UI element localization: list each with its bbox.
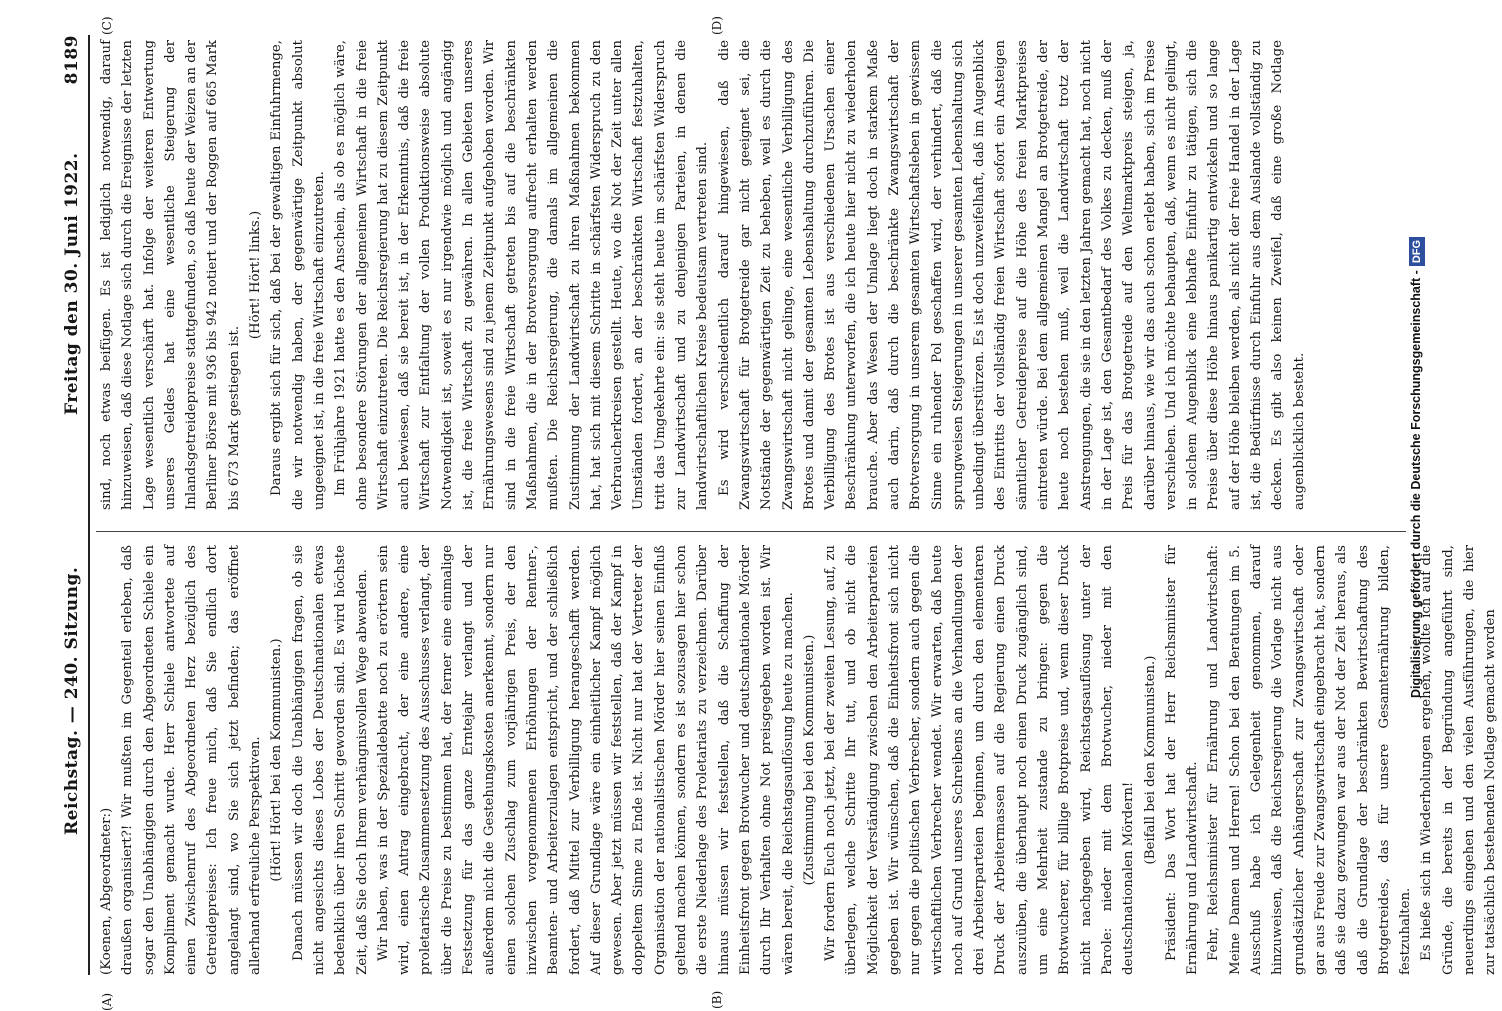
paragraph: Danach müssen wir doch die Unabhängigen fragen, ob sie nicht angesichts dieses Lobes der Deutschnationalen etwas bedenklich über ihren Schritt geworden sind. Es wird höchste Zeit, daß Sie doch Ihrem verhängnisvollen Wege abwenden. (290, 545, 370, 975)
interjection: (Hört! Hört! links.) (248, 210, 264, 340)
paragraph: Wir fordern Euch noch jetzt, bei der zweiten Lesung, auf, zu überlegen, welche Schritte Ihr tut, und ob nicht die Möglichkeit der Verständigung zwischen den Arbeiterparteien gegeben ist. Wir wünschen, daß die Einheitsfront sich nicht nur gegen die politischen Verbrecher, sondern auch gegen die wirtschaftlichen Verbrecher wendet. Wir erwarten, daß heute noch auf Grund unseres Schreibens an die Verhandlungen der drei Arbeiterparteien beginnen, um durch den elementaren Druck der Arbeitermassen auf die Regierung einen Druck auszuüben, die überhaupt noch einen Druck zugänglich sind, um eine Mehrheit zustande zu bringen: gegen die Brotwucherer, für billige Brotpreise und, wenn dieser Druck nicht nachgegeben wird, Reichstagsauflösung unter der Parole: nieder mit dem Brotwucher, nieder mit den deutschnationalen Mördern! (823, 545, 1137, 975)
margin-mark-c: (C) (100, 16, 114, 35)
scanned-page (50, 15, 1499, 1011)
column-divider (96, 531, 1406, 532)
left-column (96, 545, 1499, 975)
margin-mark-a: (A) (100, 992, 114, 1011)
interjection: (Beifall bei den Kommunisten.) (1142, 655, 1158, 865)
header-left: Reichstag. — 240. Sitzung. (62, 566, 82, 835)
header-rule (88, 35, 90, 975)
speaker-continuation: (Koenen, Abgeordneter:) (99, 807, 114, 975)
stamp-text: Digitalisierung gefördert durch die Deutsche Forschungsgemeinschaft - (1409, 270, 1423, 698)
minister-speech: Fehr, Reichsminister für Ernährung und Landwirtschaft: Meine Damen und Herren! Schon bei den Beratungen im 5. Ausschuß habe ich Gelegenheit genommen, darauf hinzuweisen, daß die Reichsregierung die Vorlage nicht aus grundsätzlicher Anhängerschaft zur Zwangswirtschaft oder gar aus Freude zur Zwangswirtschaft eingebracht hat, sondern daß sie dazu gezwungen war aus der Not der Zeit heraus, als daß die Grundlage der beschränkten Bewirtschaftung des Brotgetreides, das für unsere Gesamternährung bilden, festzuhalten. (1206, 545, 1414, 975)
paragraph: Im Frühjahre 1921 hatte es den Anschein, als ob es möglich wäre, ohne besondere Störungen der allgemeinen Wirtschaft in die freie Wirtschaft einzutreten. Die Reichsregierung hat zu diesem Zeitpunkt auch bewiesen, daß sie bereit ist, in der Erkenntnis, daß die freie Wirtschaft zur Entfaltung der vollen Produktionsweise absolute Notwendigkeit ist, soweit es nur irgendwie möglich und angängig ist, die freie Wirtschaft zu gewähren. In allen Gebieten unseres Ernährungswesens sind zu jenem Zeitpunkt aufgehoben worden. Wir sind in die freie Wirtschaft getreten bis auf die beschränkten Maßnahmen, die in der Brotversorgung aufrecht erhalten werden mußten. Die Reichsregierung, die damals im allgemeinen die Zustimmung der Landwirtschaft zu ihren Maßnahmen bekommen hat, hat sich mit diesem Schritte in schärfsten Widerspruch zu den Verbraucherkreisen gestellt. Heute, wo die Not der Zeit unter allen Umständen fordert, an der beschränkten Wirtschaft festzuhalten, tritt das Umgekehrte ein: sie steht heute im schärfsten Widerspruch zur Landwirtschaft und zu denjenigen Parteien, in denen die landwirtschaftlichen Kreise bedeutsam vertreten sind. (333, 40, 711, 510)
president-statement: Präsident: Das Wort hat der Herr Reichsminister für Ernährung und Landwirtschaft. (1163, 545, 1201, 975)
interjection: (Hört! Hört! bei den Kommunisten.) (269, 638, 285, 882)
paragraph: Es wird verschiedentlich darauf hingewiesen, daß die Zwangswirtschaft für Brotgetreide gar nicht geeignet sei, die Notstände der gegenwärtigen Zeit zu beheben, weil es durch die Zwangswirtschaft nicht gelinge, eine wesentliche Verbilligung des Brotes und damit der gesamten Lebenshaltung durchzuführen. Die Verbilligung des Brotes ist aus verschiedenen Ursachen einer Beschränkung unterworfen, die ich heute hier nicht zu wiederholen brauche. Aber das Wesen der Umlage liegt doch in starkem Maße auch darin, daß durch die beschränkte Zwangswirtschaft der Brotversorgung in unserem gesamten Wirtschaftsleben in gewissem Sinne ein ruhender Pol geschaffen wird, der verhindert, daß die sprungweisen Steigerungen in unserer gesamten Lebenshaltung sich unbedingt überstürzen. Es ist doch unzweifelhaft, daß im Augenblick des Eintritts der vollständig freien Wirtschaft sofort ein Ansteigen sämtlicher Getreidepreise auf die Höhe des freien Marktpreises eintreten würde. Bei dem allgemeinen Mangel an Brotgetreide, der heute noch bestehen muß, weil die Landwirtschaft trotz der Anstrengungen, die sie in den letzten Jahren gemacht hat, noch nicht in der Lage ist, den Gesamtbedarf des Volkes zu decken, muß der Preis für das Brotgetreide auf den Weltmarktpreis steigen, ja, darüber hinaus, wie wir das auch schon erlebt haben, sich im Preise verschieben. Und ich möchte behaupten, daß, wenn es nicht gelingt, in solchem Augenblick eine lebhafte Einfuhr zu tätigen, sich die Preise über diese Höhe hinaus panikartig entwickeln und so lange auf der Höhe bleiben werden, als nicht der freie Handel in der Lage ist, die Bedürfnisse durch Einfuhr aus dem Auslande vollständig zu decken. Es gibt also keinen Zweifel, daß eine große Notlage augenblicklich besteht. (716, 40, 1307, 510)
paragraph: Wir haben, was in der Spezialdebatte noch zu erörtern sein wird, einen Antrag eingebracht, der eine andere, eine proletarische Zusammensetzung des Ausschusses verlangt, der über die Preise zu bestimmen hat, der ferner eine einmalige Festsetzung für das ganze Erntejahr verlangt und der außerdem nicht die Gestehungskosten anerkennt, sondern nur einen solchen Zuschlag zum vorjährigen Preis, der den inzwischen vorgenommenen Erhöhungen der Rentner-, Beamten- und Arbeiterzulagen entspricht, und der schließlich fordert, daß Mittel zur Verbilligung herangeschafft werden. Auf dieser Grundlage wäre ein einheitlicher Kampf möglich gewesen. Aber jetzt müssen wir feststellen, daß der Kampf in doppeltem Sinne zu Ende ist. Nicht nur hat der Vertreter der Organisation der nationalistischen Mörder hier seinen Einfluß geltend machen können, sondern es ist sozusagen hier schon die erste Niederlage des Proletariats zu verzeichnen. Darüber hinaus müssen wir feststellen, daß die Schaffung der Einheitsfront gegen Brotwucher und deutschnationale Mörder durch Ihr Verhalten ohne Not preisgegeben worden ist. Wir wären bereit, die Reichstagsauflösung heute zu machen. (375, 545, 796, 975)
margin-mark-b: (B) (710, 990, 724, 1009)
margin-mark-d: (D) (710, 16, 724, 35)
funding-stamp (1404, 8, 1428, 698)
header-right: Freitag den 30. Juni 1922. (62, 152, 82, 415)
paragraph: sind, noch etwas beifügen. Es ist lediglich notwendig, darauf hinzuweisen, daß diese Notlage sich durch die Ereignisse der letzten Lage wesentlich verschärft hat. Infolge der weiteren Entwertung unseres Geldes hat eine wesentliche Steigerung der Inlandsgetreidepreise stattgefunden, so daß heute der Weizen an der Berliner Börse mit 936 bis 942 notiert und der Roggen auf 665 Mark bis 673 Mark gestiegen ist. (99, 40, 242, 510)
page-number: 8189 (62, 35, 82, 85)
dfg-logo: DFG (1409, 237, 1425, 266)
interjection: (Zustimmung bei den Kommunisten.) (801, 634, 817, 886)
paragraph: Daraus ergibt sich für sich, daß bei der gewaltigen Einfuhrmenge, die wir notwendig haben, der gegenwärtige Zeitpunkt absolut ungeeignet ist, in die freie Wirtschaft einzutreten. (269, 40, 327, 510)
right-column (96, 40, 1416, 510)
paragraph: draußen organisiert?! Wir mußten im Gegenteil erleben, daß sogar den Unabhängigen durch den Abgeordneten Schiele ein Kompliment gemacht wurde. Herr Schiele antwortete auf einen Zwischenruf des Abgeordneten Herz bezüglich des Getreidepreises: Ich freue mich, daß Sie endlich dort angelangt sind, wo Sie sich jetzt befinden; das eröffnet allerhand erfreuliche Perspektiven. (120, 545, 264, 975)
paragraph: Es hieße sich in Wiederholungen ergehen, wollte ich auf die Gründe, die bereits in der Begründung angeführt sind, neuerdings eingehen und den vielen Ausführungen, die hier zur tatsächlich bestehenden Notlage gemacht worden (1419, 545, 1499, 975)
